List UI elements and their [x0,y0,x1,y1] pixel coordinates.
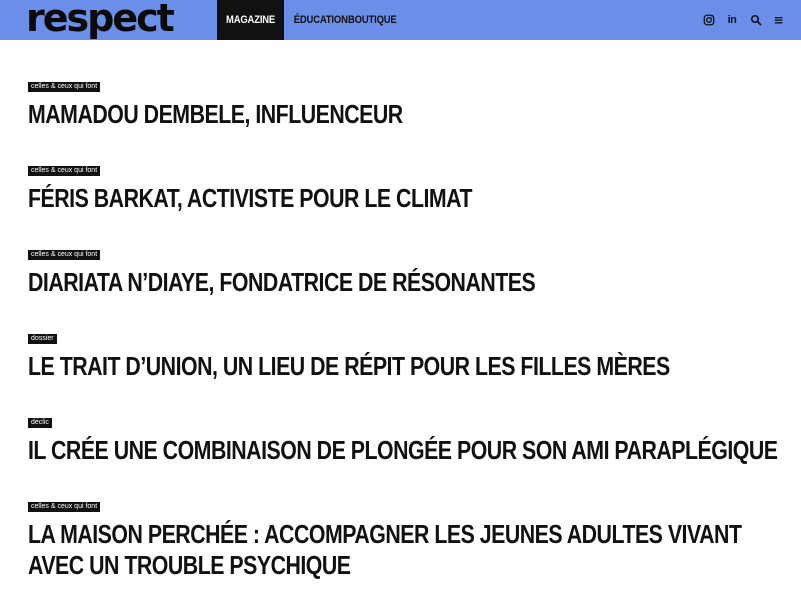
nav-item-magazine[interactable] [217,0,284,40]
article-tag[interactable]: celles & ceux qui font [28,82,100,92]
nav-item-education[interactable]: ÉDUCATION [293,14,348,26]
linkedin-icon[interactable]: in [727,14,737,26]
site-header [0,0,801,40]
header-icons [702,0,785,40]
article-item [28,411,788,495]
article-tag[interactable]: celles & ceux qui font [28,250,100,260]
article-title[interactable]: IL CRÉE UNE COMBINAISON DE PLONGÉE POUR SON AMI PARAPLÉGIQUE [28,435,778,465]
article-title[interactable]: LA MAISON PERCHÉE : ACCOMPAGNER LES JEUNES ADULTES VIVANT AVEC UN TROUBLE PSYCHIQUE [28,519,742,580]
article-item [28,159,788,243]
article-title[interactable]: FÉRIS BARKAT, ACTIVISTE POUR LE CLIMAT [28,183,473,213]
nav-item-boutique[interactable]: BOUTIQUE [348,14,397,26]
nav-item-label: MAGAZINE [225,14,276,26]
article-tag[interactable]: celles & ceux qui font [28,166,100,176]
article-item [28,243,788,327]
instagram-icon[interactable] [702,14,715,27]
article-title[interactable]: MAMADOU DEMBELE, INFLUENCEUR [28,99,403,129]
article-item [28,327,788,411]
article-title[interactable]: DIARIATA N’DIAYE, FONDATRICE DE RÉSONANTES [28,267,536,297]
article-item [28,495,788,595]
search-icon[interactable] [749,14,762,27]
site-logo[interactable]: respect [26,0,173,40]
article-tag[interactable]: celles & ceux qui font [28,502,100,512]
article-tag[interactable]: dossier [28,334,57,344]
menu-icon[interactable]: ≡ [773,13,784,27]
article-item [28,75,788,159]
article-title[interactable]: LE TRAIT D’UNION, UN LIEU DE RÉPIT POUR LES FILLES MÈRES [28,351,670,381]
main-nav [217,0,418,40]
article-list [28,75,788,595]
article-tag[interactable]: déclic [28,418,52,428]
